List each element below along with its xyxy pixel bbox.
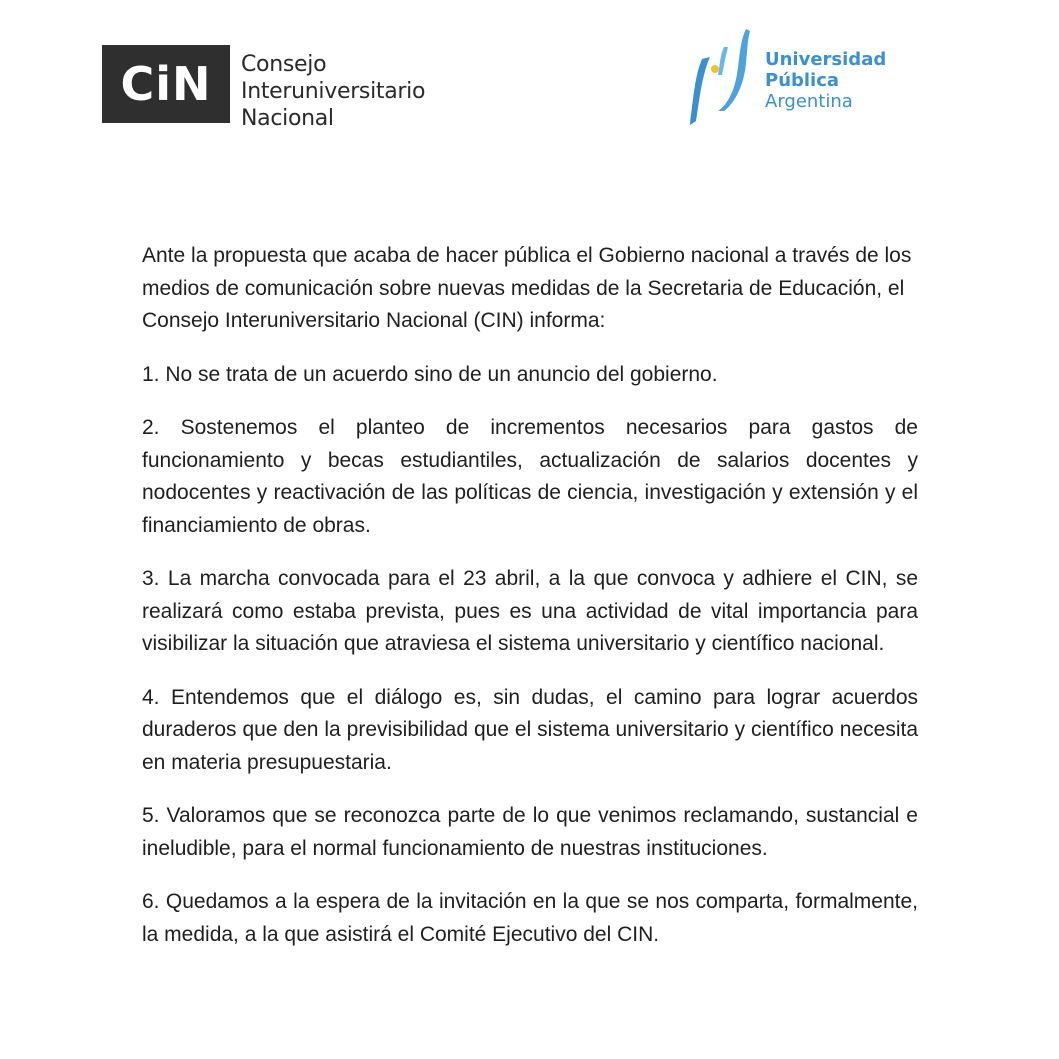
statement-point-1: 1. No se trata de un acuerdo sino de un anuncio del gobierno. — [142, 362, 718, 386]
cin-logo-box: CiN — [102, 45, 230, 123]
universidad-publica-argentina-logo — [688, 25, 886, 127]
statement-point-5: 5. Valoramos que se reconozca parte de lo que venimos reclamando, sustancial e ineludible, para el normal funcionamiento de nuestras instituciones. — [142, 804, 918, 860]
statement-body — [142, 240, 918, 972]
cin-logo — [102, 45, 425, 132]
upa-logo-line3: Argentina — [765, 91, 853, 112]
cin-logo-line2: Interuniversitario — [241, 79, 426, 104]
statement-point-2: 2. Sostenemos el planteo de incrementos necesarios para gastos de funcionamiento y becas estudiantiles, actualización de salarios docentes y nodocentes y reactivación de las políticas de ciencia, investigación y extensión y el financiamiento de obras. — [142, 416, 918, 537]
statement-point-4: 4. Entendemos que el diálogo es, sin dudas, el camino para lograr acuerdos duraderos que den la previsibilidad que el sistema universitario y científico necesita en materia presupuestaria. — [142, 685, 918, 774]
cin-logo-line1: Consejo — [241, 52, 327, 77]
statement-intro: Ante la propuesta que acaba de hacer pública el Gobierno nacional a través de los medios de comunicación sobre nuevas medidas de la Secretaria de Educación, el Consejo Interuniversitario Nacional (CIN) informa: — [142, 244, 912, 332]
upa-logo-name — [765, 49, 886, 112]
upa-emblem-icon — [688, 25, 752, 127]
statement-point-3: 3. La marcha convocada para el 23 abril, a la que convoca y adhiere el CIN, se realizará como estaba prevista, pues es una actividad de vital importancia para visibilizar la situación que atraviesa el sistema universitario y científico nacional. — [142, 567, 918, 655]
cin-logo-name — [241, 51, 425, 132]
upa-logo-line2: Pública — [765, 70, 840, 91]
cin-logo-line3: Nacional — [241, 106, 334, 131]
statement-point-6: 6. Quedamos a la espera de la invitación en la que se nos comparta, formalmente, la medida, a la que asistirá el Comité Ejecutivo del CIN. — [142, 890, 918, 946]
upa-logo-line1: Universidad — [765, 49, 887, 70]
